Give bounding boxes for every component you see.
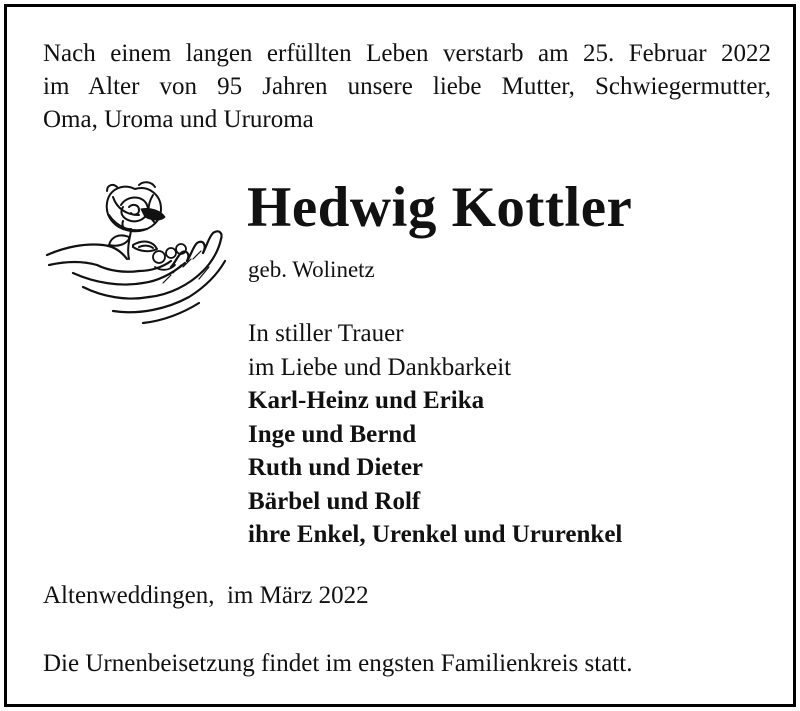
intro-line: Nach einem langen erfüllten Leben verstarb am 25. Februar 2022: [43, 40, 771, 67]
family-line: Karl-Heinz und Erika: [248, 387, 485, 414]
mourning-line: im Liebe und Dankbarkeit: [248, 353, 512, 381]
deceased-name: Hedwig Kottler: [247, 176, 633, 239]
family-line: Inge und Bernd: [248, 420, 417, 448]
family-line: Ruth und Dieter: [248, 454, 424, 481]
mourning-line: In stiller Trauer: [248, 320, 404, 347]
maiden-name: geb. Wolinetz: [248, 257, 375, 282]
mourners-block: [248, 317, 622, 552]
burial-note: Die Urnenbeisetzung findet im engsten Familienkreis statt.: [43, 650, 633, 677]
family-line: Bärbel und Rolf: [248, 487, 421, 515]
hands-holding-rose-icon: [43, 175, 229, 327]
family-line: ihre Enkel, Urenkel und Ururenkel: [248, 521, 623, 548]
obituary-frame: [4, 4, 796, 707]
place-date: Altenweddingen, im März 2022: [43, 582, 369, 609]
intro-line: im Alter von 95 Jahren unsere liebe Mutter, Schwiegermutter,: [43, 73, 771, 100]
intro-line: Oma, Uroma und Ururoma: [43, 106, 314, 133]
intro-text: [43, 37, 771, 136]
